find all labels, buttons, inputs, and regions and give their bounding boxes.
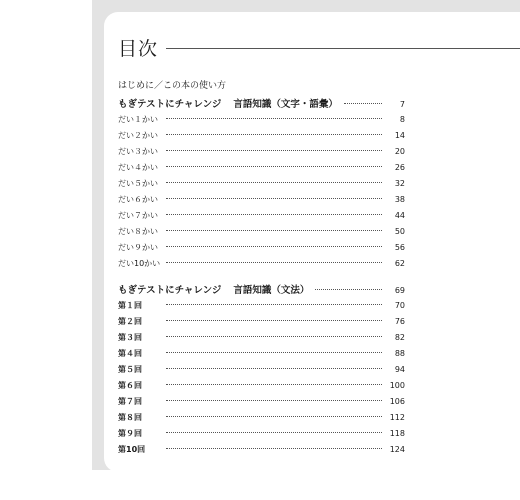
dot-leader — [344, 103, 382, 104]
toc-section-vocabulary — [118, 96, 405, 274]
entry-page: 124 — [389, 445, 405, 454]
dot-leader — [166, 352, 382, 353]
section-heading-main: もぎテストにチャレンジ — [118, 99, 222, 110]
entry-label: だい１かい — [118, 115, 158, 124]
section-page-number: 7 — [399, 100, 405, 109]
entry-page: 56 — [394, 243, 405, 252]
section-heading-main: もぎテストにチャレンジ — [118, 285, 222, 296]
entry-page: 44 — [394, 211, 405, 220]
entry-label: だい２かい — [118, 131, 158, 140]
entry-label: 第６回 — [118, 381, 142, 390]
toc-entry[interactable] — [118, 364, 405, 380]
entry-label: だい７かい — [118, 211, 158, 220]
toc-entry[interactable] — [118, 258, 405, 274]
entry-page: 8 — [399, 115, 405, 124]
dot-leader — [166, 118, 382, 119]
entry-page: 62 — [394, 259, 405, 268]
entry-page: 94 — [394, 365, 405, 374]
section-heading[interactable] — [118, 96, 405, 112]
title-row — [118, 34, 520, 60]
entry-page: 14 — [394, 131, 405, 140]
toc-entry[interactable] — [118, 162, 405, 178]
dot-leader — [166, 432, 382, 433]
entry-page: 76 — [394, 317, 405, 326]
dot-leader — [166, 448, 382, 449]
section-heading[interactable] — [118, 282, 405, 298]
dot-leader — [166, 230, 382, 231]
dot-leader — [166, 320, 382, 321]
entry-label: 第７回 — [118, 397, 142, 406]
entry-page: 20 — [394, 147, 405, 156]
entry-page: 38 — [394, 195, 405, 204]
toc-entry[interactable] — [118, 210, 405, 226]
entry-page: 106 — [389, 397, 405, 406]
toc-entry[interactable] — [118, 348, 405, 364]
entry-page: 88 — [394, 349, 405, 358]
toc-entry[interactable] — [118, 300, 405, 316]
entry-label: だい10かい — [118, 259, 161, 268]
entry-label: だい３かい — [118, 147, 158, 156]
toc-entry[interactable] — [118, 242, 405, 258]
dot-leader — [166, 182, 382, 183]
dot-leader — [166, 262, 382, 263]
entry-label: 第10回 — [118, 445, 146, 454]
toc-entry[interactable] — [118, 412, 405, 428]
dot-leader — [166, 198, 382, 199]
toc-entry[interactable] — [118, 146, 405, 162]
section-heading-sub: 言語知識（文字・語彙） — [233, 99, 338, 110]
entry-label: 第５回 — [118, 365, 142, 374]
toc-entry[interactable] — [118, 396, 405, 412]
toc-entry[interactable] — [118, 130, 405, 146]
entry-label: だい５かい — [118, 179, 158, 188]
entry-label: 第２回 — [118, 317, 142, 326]
entry-page: 82 — [394, 333, 405, 342]
entry-label: だい４かい — [118, 163, 158, 172]
entry-label: 第４回 — [118, 349, 142, 358]
entry-label: 第８回 — [118, 413, 142, 422]
toc-entry[interactable] — [118, 332, 405, 348]
toc-entry[interactable] — [118, 226, 405, 242]
toc-entry[interactable] — [118, 178, 405, 194]
toc-page — [104, 12, 520, 472]
dot-leader — [166, 336, 382, 337]
dot-leader — [166, 400, 382, 401]
entry-page: 112 — [389, 413, 405, 422]
toc-entry[interactable] — [118, 428, 405, 444]
entry-label: だい８かい — [118, 227, 158, 236]
entry-page: 32 — [394, 179, 405, 188]
toc-entry[interactable] — [118, 316, 405, 332]
entry-page: 100 — [389, 381, 405, 390]
toc-entry[interactable] — [118, 114, 405, 130]
entry-label: 第９回 — [118, 429, 142, 438]
dot-leader — [166, 166, 382, 167]
title-rule — [166, 48, 520, 49]
entry-label: 第１回 — [118, 301, 142, 310]
entry-page: 118 — [389, 429, 405, 438]
dot-leader — [166, 214, 382, 215]
dot-leader — [166, 150, 382, 151]
dot-leader — [166, 134, 382, 135]
dot-leader — [166, 304, 382, 305]
dot-leader — [166, 416, 382, 417]
entry-page: 70 — [394, 301, 405, 310]
entry-page: 50 — [394, 227, 405, 236]
dot-leader — [315, 289, 382, 290]
page-title: 目次 — [118, 37, 159, 60]
intro-link[interactable]: はじめに／この本の使い方 — [118, 81, 227, 91]
dot-leader — [166, 384, 382, 385]
toc-entry[interactable] — [118, 380, 405, 396]
toc-entry[interactable] — [118, 194, 405, 210]
toc-entry[interactable] — [118, 444, 405, 460]
dot-leader — [166, 368, 382, 369]
entry-page: 26 — [394, 163, 405, 172]
dot-leader — [166, 246, 382, 247]
section-heading-sub: 言語知識（文法） — [233, 285, 310, 296]
entry-label: だい９かい — [118, 243, 158, 252]
section-page-number: 69 — [394, 286, 405, 295]
toc-section-grammar — [118, 282, 405, 460]
entry-label: だい６かい — [118, 195, 158, 204]
entry-label: 第３回 — [118, 333, 142, 342]
